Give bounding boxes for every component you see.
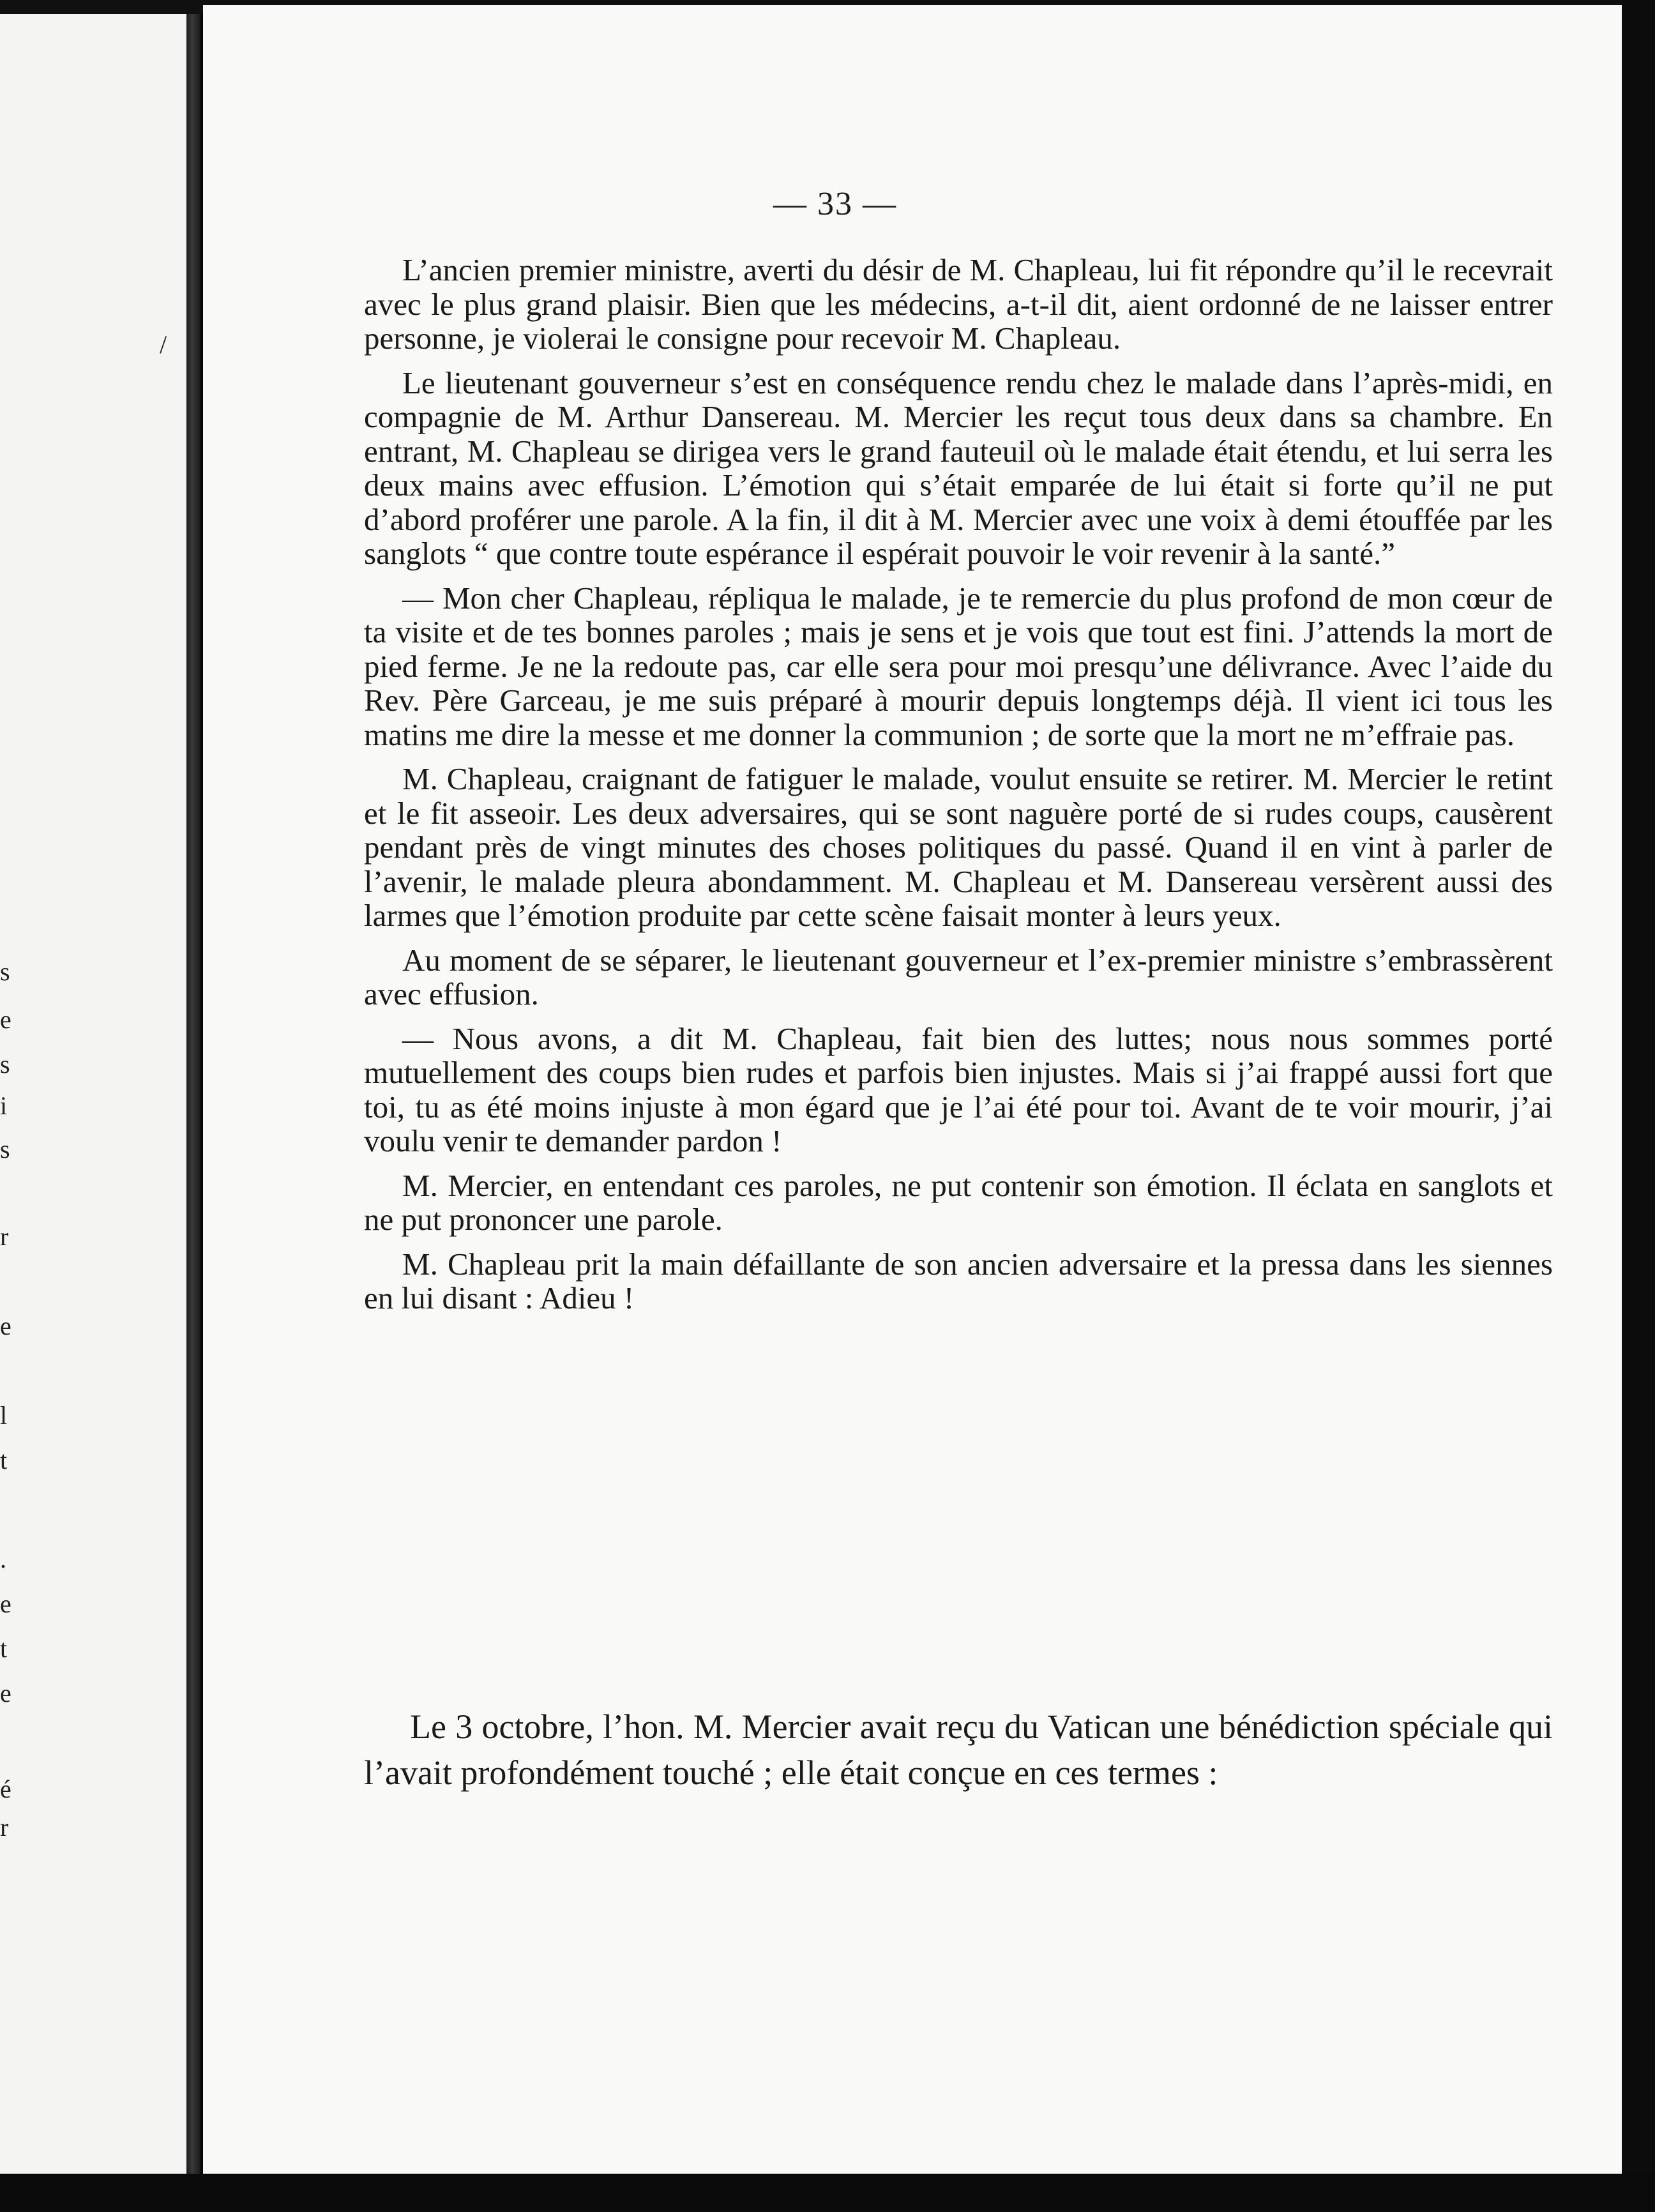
edge-char: t xyxy=(0,1634,8,1663)
edge-char: r xyxy=(0,1222,9,1251)
page-body xyxy=(364,253,1553,1326)
scan-right-border xyxy=(1622,0,1655,2212)
closing-section xyxy=(364,1704,1553,1806)
edge-char: e xyxy=(0,1589,11,1618)
edge-char: t xyxy=(0,1446,8,1474)
scan-bottom-border xyxy=(0,2174,1655,2212)
edge-char: s xyxy=(0,1050,10,1079)
edge-char: r xyxy=(0,1813,9,1842)
edge-char: é xyxy=(0,1775,11,1803)
edge-char: s xyxy=(0,957,10,986)
previous-page-edge xyxy=(0,14,190,2179)
paragraph: — Mon cher Chapleau, répliqua le malade, je te remercie du plus profond de mon cœur de ta visite et de tes bonnes paroles ; mais je sens et je vois que tout est fini. J’attends la mort de pied ferme. Je ne la redoute pas, car elle sera pour moi presqu’une délivrance. Avec l’aide du Rev. Père Garceau, je me suis préparé à mourir depuis longtemps déjà. Il vient ici tous les matins me dire la messe et me donner la communion ; de sorte que la mort ne m’effraie pas. xyxy=(364,580,1553,752)
edge-char: e xyxy=(0,1312,11,1340)
edge-char: s xyxy=(0,1135,10,1163)
paragraph: M. Chapleau, craignant de fatiguer le malade, voulut ensuite se retirer. M. Mercier le retint et le fit asseoir. Les deux adversaires, qui se sont naguère porté de si rudes coups, causèrent pendant près de vingt minutes des choses politiques du passé. Quand il en vint à parler de l’avenir, le malade pleura abondamment. M. Chapleau et M. Dansereau versèrent aussi des larmes que l’émotion produite par cette scène faisait monter à leurs yeux. xyxy=(364,761,1553,933)
edge-char: / xyxy=(160,330,167,359)
paragraph: M. Chapleau prit la main défaillante de son ancien adversaire et la pressa dans les siennes en lui disant : Adieu ! xyxy=(364,1246,1553,1315)
edge-char: e xyxy=(0,1679,11,1708)
edge-char: i xyxy=(0,1091,8,1120)
edge-char: l xyxy=(0,1401,8,1430)
paragraph: Au moment de se séparer, le lieutenant gouverneur et l’ex-premier ministre s’embrassèrent avec effusion. xyxy=(364,942,1553,1011)
page-number: — 33 — xyxy=(773,186,897,222)
edge-char: . xyxy=(0,1545,6,1573)
paragraph: Le lieutenant gouverneur s’est en conséquence rendu chez le malade dans l’après-midi, en compagnie de M. Arthur Dansereau. M. Mercier les reçut tous deux dans sa chambre. En entrant, M. Chapleau se dirigea vers le grand fauteuil où le malade était étendu, et lui serra les deux mains avec effusion. L’émotion qui s’était emparée de lui était si forte qu’il ne put d’abord proférer une parole. A la fin, il dit à M. Mercier avec une voix à demi étouffée par les sanglots “ que contre toute espérance il espérait pouvoir le voir revenir à la santé.” xyxy=(364,365,1553,571)
edge-char: e xyxy=(0,1005,11,1034)
binding-thread xyxy=(186,14,200,2179)
paragraph: — Nous avons, a dit M. Chapleau, fait bien des luttes; nous nous sommes porté mutuellement des coups bien rudes et parfois bien injustes. Mais si j’ai frappé aussi fort que toi, tu as été moins injuste à mon égard que je l’ai été pour toi. Avant de te voir mourir, j’ai voulu venir te demander pardon ! xyxy=(364,1020,1553,1158)
paragraph: L’ancien premier ministre, averti du désir de M. Chapleau, lui fit répondre qu’il le recevrait avec le plus grand plaisir. Bien que les médecins, a-t-il dit, aient ordonné de ne laisser entrer personne, je violerai le consigne pour recevoir M. Chapleau. xyxy=(364,252,1553,356)
closing-paragraph: Le 3 octobre, l’hon. M. Mercier avait reçu du Vatican une bénédiction spéciale qui l’avait profondément touché ; elle était conçue en ces termes : xyxy=(364,1708,1553,1792)
book-page xyxy=(203,5,1622,2176)
paragraph: M. Mercier, en entendant ces paroles, ne put contenir son émotion. Il éclata en sanglots et ne put prononcer une parole. xyxy=(364,1167,1553,1237)
